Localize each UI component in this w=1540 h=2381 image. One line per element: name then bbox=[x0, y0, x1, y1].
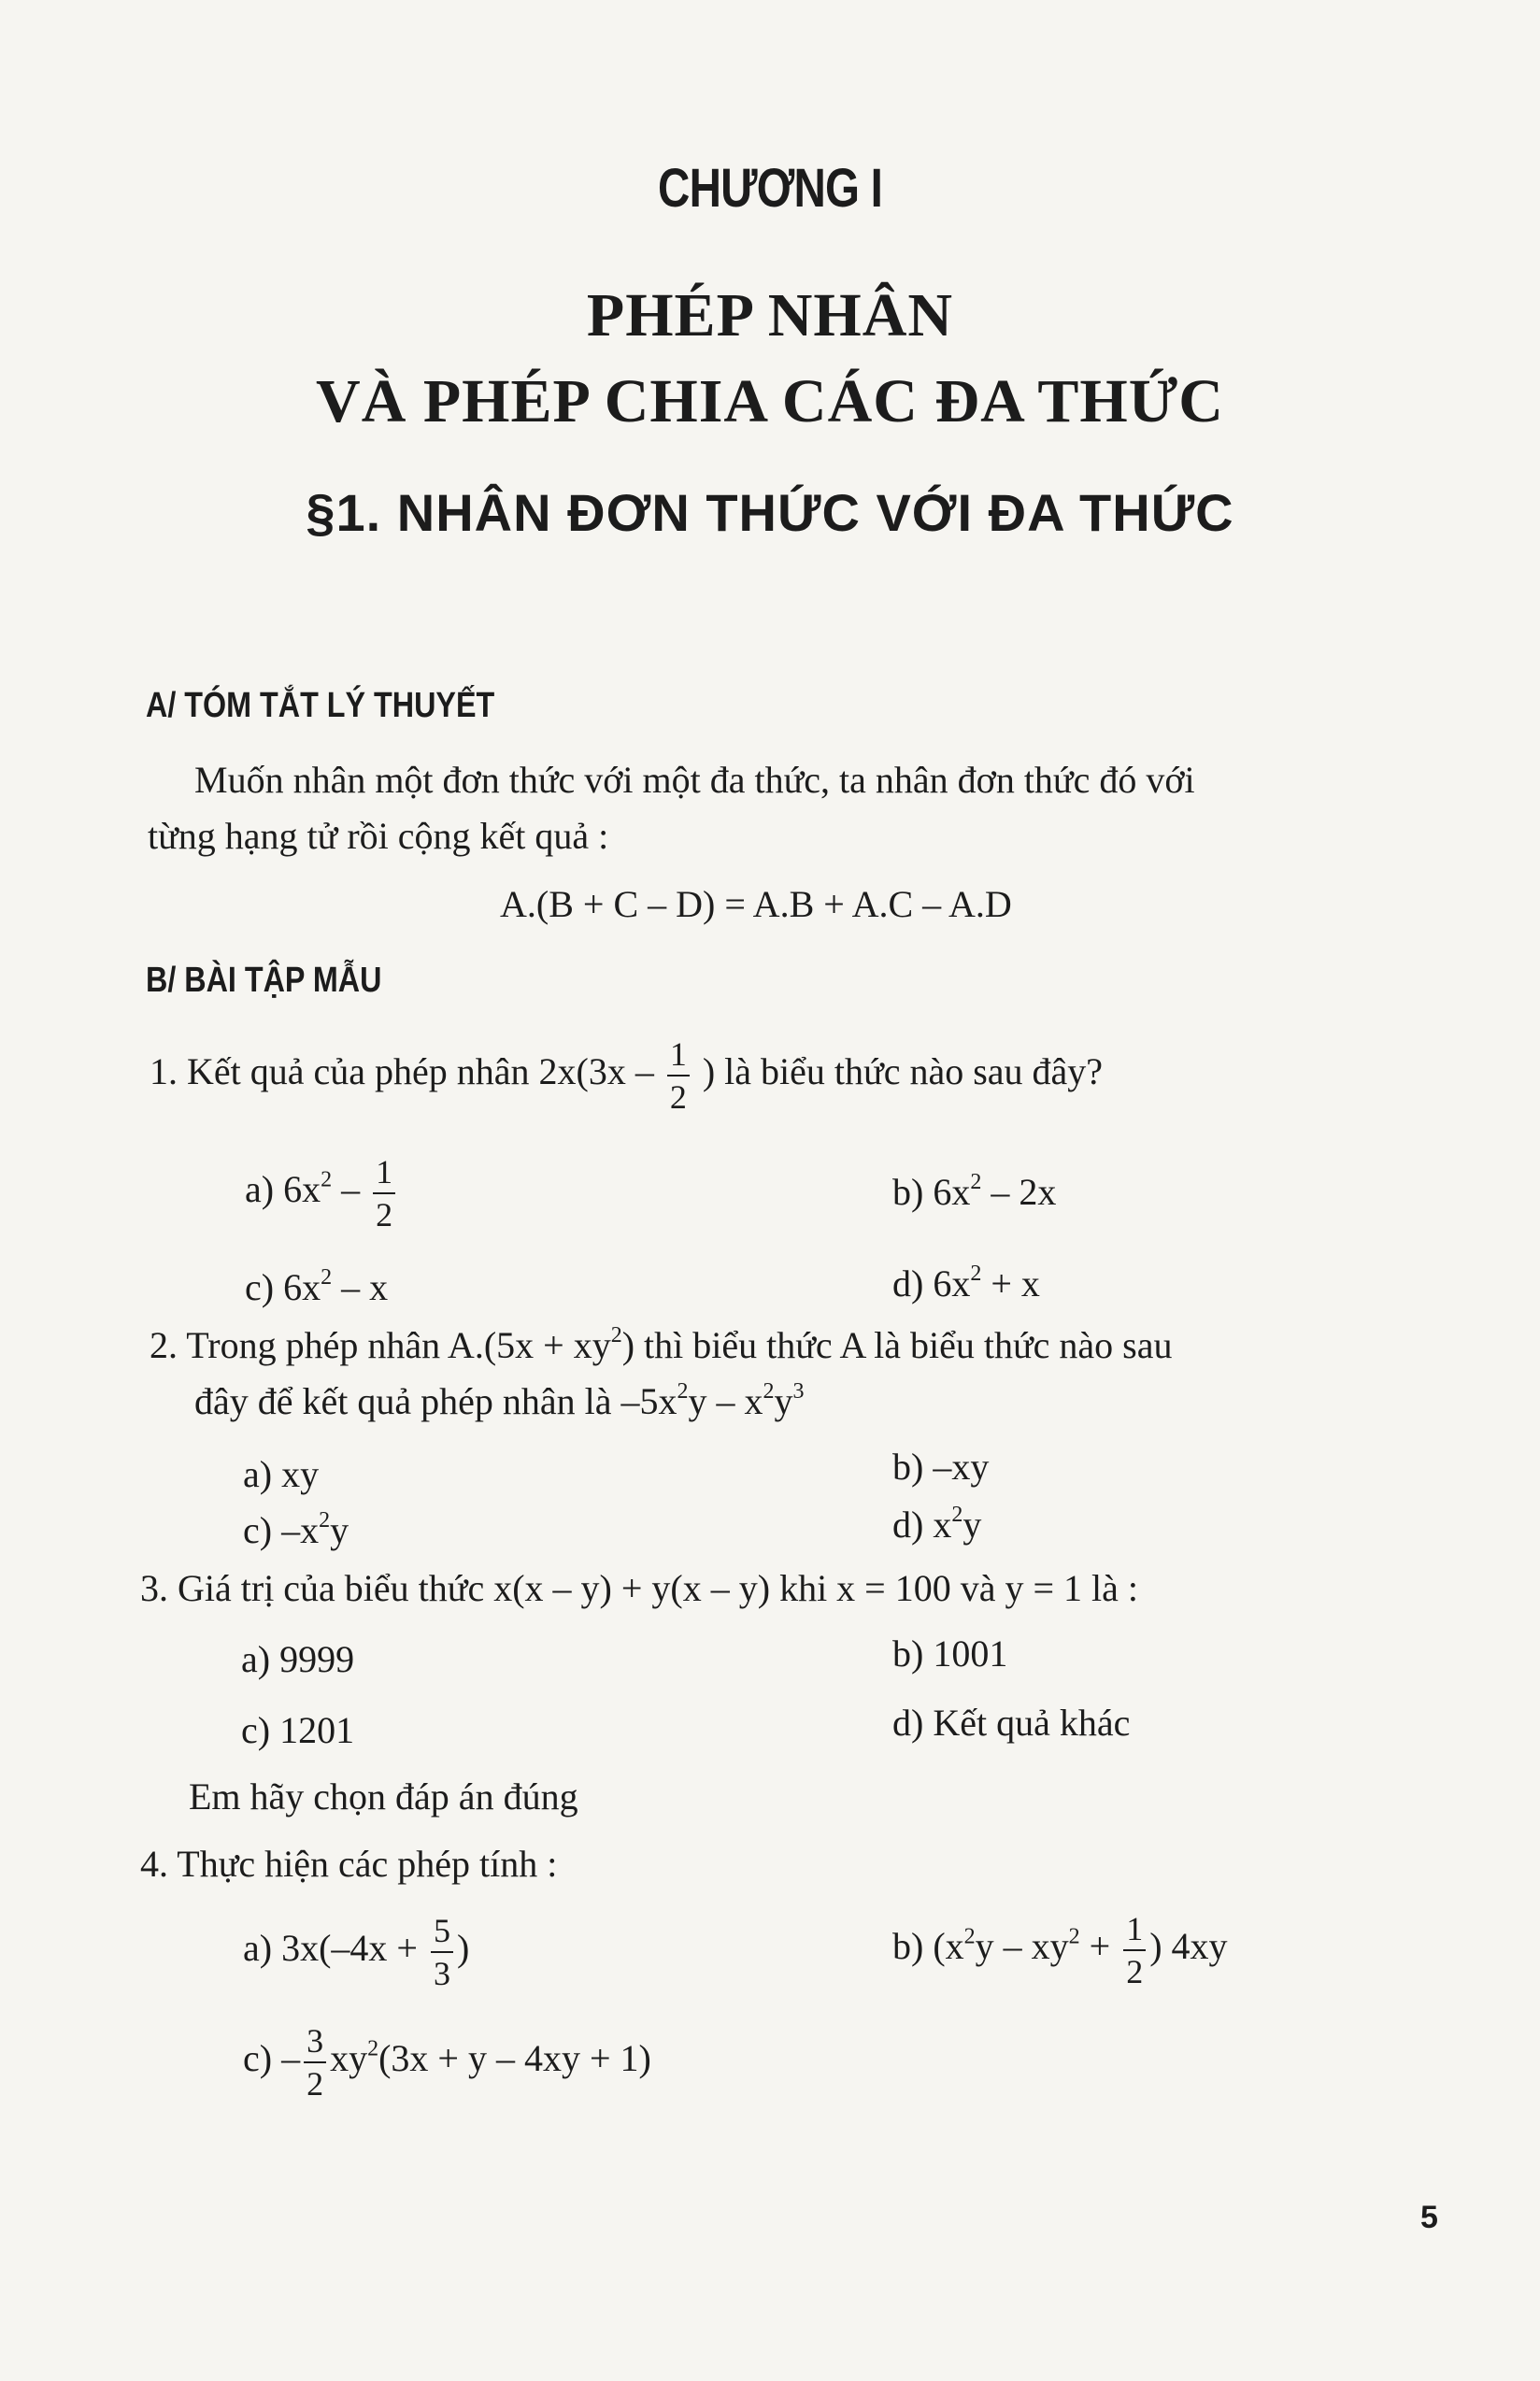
q4-part-a: a) 3x(–4x + $\frac{5}{3}$ ) bbox=[243, 1912, 470, 1992]
q3-option-d: d) Kết quả khác bbox=[892, 1702, 1131, 1744]
theory-paragraph-line2: từng hạng tử rồi cộng kết quả : bbox=[148, 815, 609, 857]
chapter-label: CHƯƠNG I bbox=[658, 158, 882, 219]
q2-option-c: c) $-x^2y$ bbox=[243, 1508, 349, 1551]
q4-part-b: b) ($x^2y - xy^2$ + $\frac{1}{2}$ ) 4xy bbox=[892, 1910, 1228, 1990]
question-4: 4. Thực hiện các phép tính : bbox=[140, 1843, 558, 1885]
q1-option-c: c) $6x^2$ – x bbox=[245, 1265, 389, 1308]
fraction: $\frac{1}{2}$ bbox=[373, 1155, 395, 1232]
question-1 bbox=[150, 1037, 1103, 1114]
fraction: $\frac{5}{3}$ bbox=[431, 1914, 453, 1990]
q2-option-d: d) $x^2y$ bbox=[892, 1503, 982, 1546]
exercises-heading: B/ BÀI TẬP MẪU bbox=[146, 961, 382, 1000]
page-number: 5 bbox=[1420, 2200, 1438, 2235]
fraction: $\frac{3}{2}$ bbox=[304, 2024, 326, 2101]
theory-formula: A.(B + C – D) = A.B + A.C – A.D bbox=[500, 883, 1012, 925]
instruction-text: Em hãy chọn đáp án đúng bbox=[189, 1775, 578, 1818]
question-3: 3. Giá trị của biểu thức x(x – y) + y(x – y) khi x = 100 và y = 1 là : bbox=[140, 1567, 1139, 1609]
q1-option-a: a) $6x^2$ – $\frac{1}{2}$ bbox=[245, 1155, 399, 1232]
q1-option-b: b) $6x^2 - 2x$ bbox=[892, 1170, 1057, 1213]
chapter-title-line2: VÀ PHÉP CHIA CÁC ĐA THỨC bbox=[316, 367, 1224, 435]
q2-option-a: a) xy bbox=[243, 1453, 320, 1495]
question-2-line2: đây để kết quả phép nhân là $-5x^2y - x^2y^3$ bbox=[194, 1379, 805, 1422]
fraction: $\frac{1}{2}$ bbox=[667, 1037, 690, 1114]
q3-option-b: b) 1001 bbox=[892, 1632, 1008, 1675]
fraction: $\frac{1}{2}$ bbox=[1123, 1912, 1146, 1989]
question-1-suffix: ) là biểu thức nào sau đây? bbox=[702, 1050, 1104, 1093]
q3-option-c: c) 1201 bbox=[241, 1709, 355, 1751]
question-2-line1: 2. Trong phép nhân $A.(5x + xy^2)$ thì biểu thức A là biểu thức nào sau bbox=[150, 1323, 1173, 1366]
q1-option-d: d) $6x^2 + x$ bbox=[892, 1262, 1040, 1305]
section-title: §1. NHÂN ĐƠN THỨC VỚI ĐA THỨC bbox=[306, 483, 1234, 542]
theory-paragraph-line1: Muốn nhân một đơn thức với một đa thức, ta nhân đơn thức đó với bbox=[194, 759, 1195, 801]
q2-option-b: b) –xy bbox=[892, 1446, 990, 1488]
question-1-prefix: 1. Kết quả của phép nhân 2x(3x – bbox=[150, 1050, 654, 1093]
q4-part-c: c) – $\frac{3}{2}$ $xy^2(3x + y - 4xy + 1)$ bbox=[243, 2022, 651, 2103]
q3-option-a: a) 9999 bbox=[241, 1638, 355, 1680]
theory-heading: A/ TÓM TẮT LÝ THUYẾT bbox=[146, 686, 495, 725]
chapter-title-line1: PHÉP NHÂN bbox=[586, 281, 954, 349]
